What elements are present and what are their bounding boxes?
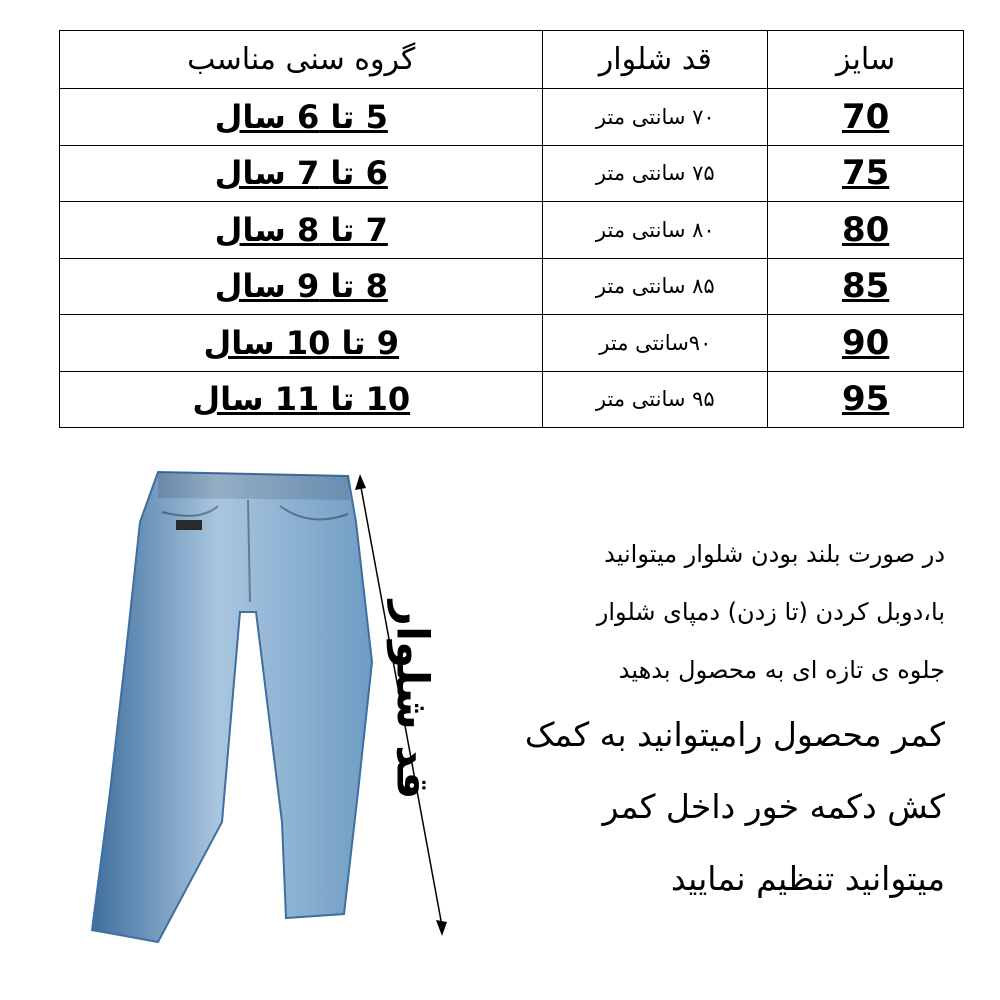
jeans-image	[80, 462, 380, 982]
note-line: میتوانید تنظیم نمایید	[670, 859, 945, 898]
waistband	[158, 472, 350, 500]
size-value: 75	[841, 153, 890, 194]
length-cell: ۸۰ سانتی متر	[543, 202, 768, 259]
note-line: در صورت بلند بودن شلوار میتوانید	[604, 540, 945, 568]
size-value: 95	[841, 379, 890, 420]
age-cell	[60, 258, 543, 315]
size-value: 90	[841, 322, 890, 363]
age-value: 8 تا 9 سال	[214, 267, 388, 306]
age-value: 7 تا 8 سال	[214, 210, 388, 249]
jeans-body	[92, 472, 372, 942]
length-cell: ۸۵ سانتی متر	[543, 258, 768, 315]
size-cell	[768, 258, 964, 315]
size-value: 70	[841, 96, 890, 137]
age-value: 6 تا 7 سال	[214, 154, 388, 193]
size-cell	[768, 89, 964, 146]
header-age: گروه سنی مناسب	[60, 31, 543, 89]
length-cell: ۹۰سانتی متر	[543, 315, 768, 372]
table-row	[60, 89, 964, 146]
note-line: جلوه ی تازه ای به محصول بدهید	[618, 656, 945, 684]
notes-block	[495, 525, 945, 915]
age-cell	[60, 89, 543, 146]
age-cell	[60, 371, 543, 428]
size-cell	[768, 315, 964, 372]
size-value: 85	[841, 266, 890, 307]
table-row	[60, 202, 964, 259]
size-table	[59, 30, 964, 428]
header-size: سایز	[768, 31, 964, 89]
age-value: 9 تا 10 سال	[203, 323, 399, 362]
brand-patch	[176, 520, 202, 530]
header-length: قد شلوار	[543, 31, 768, 89]
age-cell	[60, 202, 543, 259]
age-value: 5 تا 6 سال	[214, 97, 388, 136]
note-line: با،دوبل کردن (تا زدن) دمپای شلوار	[596, 598, 945, 626]
table-row	[60, 145, 964, 202]
age-cell	[60, 315, 543, 372]
age-value: 10 تا 11 سال	[192, 380, 411, 419]
size-cell	[768, 145, 964, 202]
table-row	[60, 258, 964, 315]
length-cell: ۷۵ سانتی متر	[543, 145, 768, 202]
measure-label: قد شلوار	[386, 600, 438, 800]
note-line: کش دکمه خور داخل کمر	[602, 787, 945, 826]
size-cell	[768, 202, 964, 259]
size-value: 80	[841, 209, 890, 250]
note-line: کمر محصول رامیتوانید به کمک	[524, 715, 945, 754]
table-header-row	[60, 31, 964, 89]
age-cell	[60, 145, 543, 202]
table-row	[60, 315, 964, 372]
length-cell: ۹۵ سانتی متر	[543, 371, 768, 428]
size-cell	[768, 371, 964, 428]
length-cell: ۷۰ سانتی متر	[543, 89, 768, 146]
table-row	[60, 371, 964, 428]
